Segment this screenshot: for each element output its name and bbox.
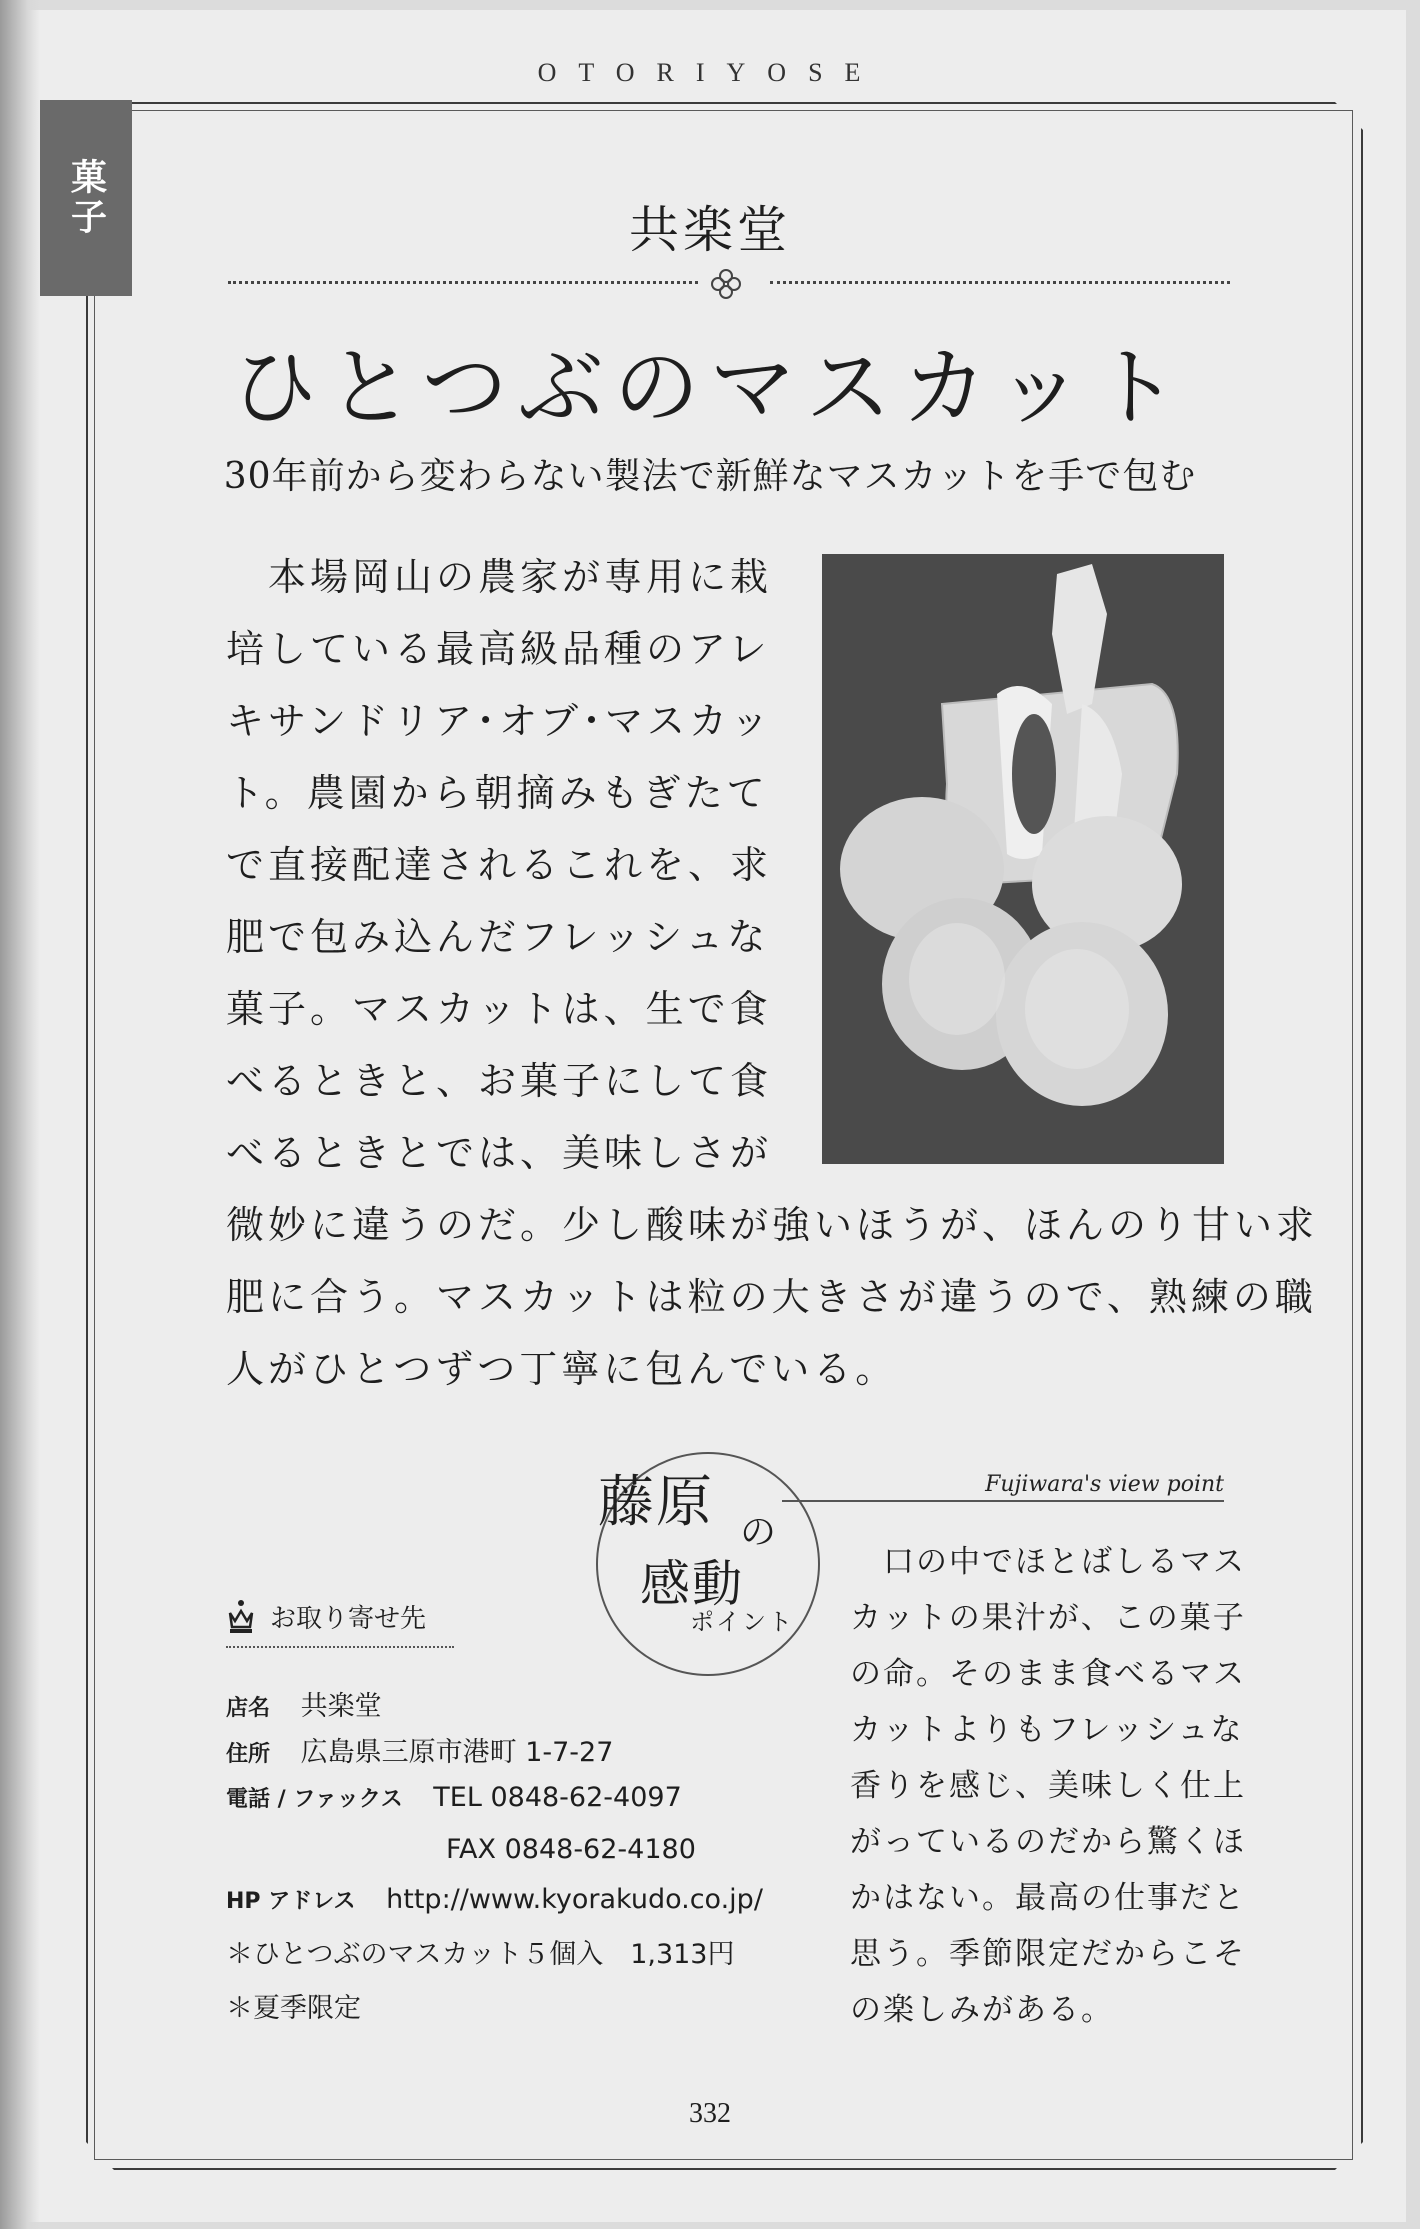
body-line: 本場岡山の農家が専用に栽	[226, 555, 773, 599]
viewpoint-line: の楽しみがある。	[850, 1992, 1114, 2028]
body-line: 菓子。マスカットは、生で食	[226, 987, 772, 1031]
product-title: ひとつぶのマスカット	[231, 338, 1189, 438]
address-info-row	[226, 1730, 613, 1769]
body-line: キサンドリア･オブ･マスカッ	[226, 699, 773, 743]
hp-link[interactable]: http://www.kyorakudo.co.jp/	[386, 1884, 763, 1915]
body-line: ト。農園から朝摘みもぎたて	[226, 771, 769, 815]
viewpoint-line: 思う。季節限定だからこそ	[850, 1936, 1246, 1972]
kando-name: 藤原	[598, 1470, 714, 1535]
product-note: ＊ひとつぶのマスカット５個入 1,313円	[226, 1939, 735, 1970]
shop-name-heading: 共楽堂	[629, 201, 791, 259]
phone-label: 電話 / ファックス	[226, 1787, 403, 1812]
category-tab: 菓子	[40, 100, 132, 296]
body-line: 微妙に違うのだ。少し酸味が強いほうが、ほんのり甘い求	[226, 1203, 1319, 1247]
body-line: で直接配達されるこれを、求	[226, 843, 773, 887]
kando-word: 感動	[640, 1555, 744, 1613]
viewpoint-line: 口の中でほとばしるマス	[850, 1544, 1246, 1580]
kando-point-label: ポイント	[690, 1608, 794, 1636]
shop-info-row	[226, 1684, 382, 1723]
address-label: 住所	[226, 1742, 271, 1767]
hp-info-row	[226, 1884, 763, 1915]
phone-info-row	[226, 1782, 682, 1813]
order-heading-text: お取り寄せ先	[270, 1604, 427, 1634]
address-value: 広島県三原市港町 1-7-27	[300, 1737, 614, 1768]
viewpoint-line: カットよりもフレッシュな	[850, 1712, 1244, 1748]
product-photo	[822, 554, 1224, 1164]
fax-value: FAX 0848-62-4180	[446, 1834, 696, 1865]
body-line: べるときとでは、美味しさが	[226, 1131, 773, 1175]
order-info-heading	[226, 1598, 426, 1635]
tel-value: TEL 0848-62-4097	[433, 1782, 682, 1813]
shop-value: 共楽堂	[300, 1691, 382, 1722]
body-line: 培している最高級品種のアレ	[226, 627, 771, 671]
viewpoint-line: の命。そのまま食べるマス	[850, 1656, 1246, 1692]
product-subtitle: 30年前から変わらない製法で新鮮なマスカットを手で包む	[223, 456, 1197, 497]
season-note: ＊夏季限定	[226, 1993, 361, 2024]
page-number: 332	[689, 2098, 731, 2129]
shop-label: 店名	[226, 1696, 271, 1721]
body-line: 肥で包み込んだフレッシュな	[226, 915, 770, 959]
body-line: 肥に合う。マスカットは粒の大きさが違うので、熟練の職	[226, 1275, 1317, 1319]
dotted-rule-left	[228, 281, 698, 284]
hp-label: HP アドレス	[226, 1889, 356, 1914]
order-dotted-rule	[226, 1646, 454, 1648]
viewpoint-line: カットの果汁が、この菓子	[850, 1600, 1246, 1636]
dotted-rule-right	[770, 281, 1230, 284]
flourish-ornament-icon	[706, 264, 746, 304]
viewpoint-line: がっているのだから驚くほ	[850, 1824, 1246, 1860]
viewpoint-line: かはない。最高の仕事だと	[850, 1880, 1246, 1916]
viewpoint-label: Fujiwara's view point	[985, 1472, 1224, 1497]
viewpoint-rule	[782, 1500, 1224, 1502]
body-line: 人がひとつずつ丁寧に包んでいる。	[226, 1347, 898, 1391]
viewpoint-line: 香りを感じ、美味しく仕上	[850, 1768, 1246, 1804]
crown-icon	[226, 1599, 256, 1635]
body-line: べるときと、お菓子にして食	[226, 1059, 773, 1103]
kando-particle: の	[740, 1512, 777, 1553]
running-head: OTORIYOSE	[537, 58, 883, 87]
